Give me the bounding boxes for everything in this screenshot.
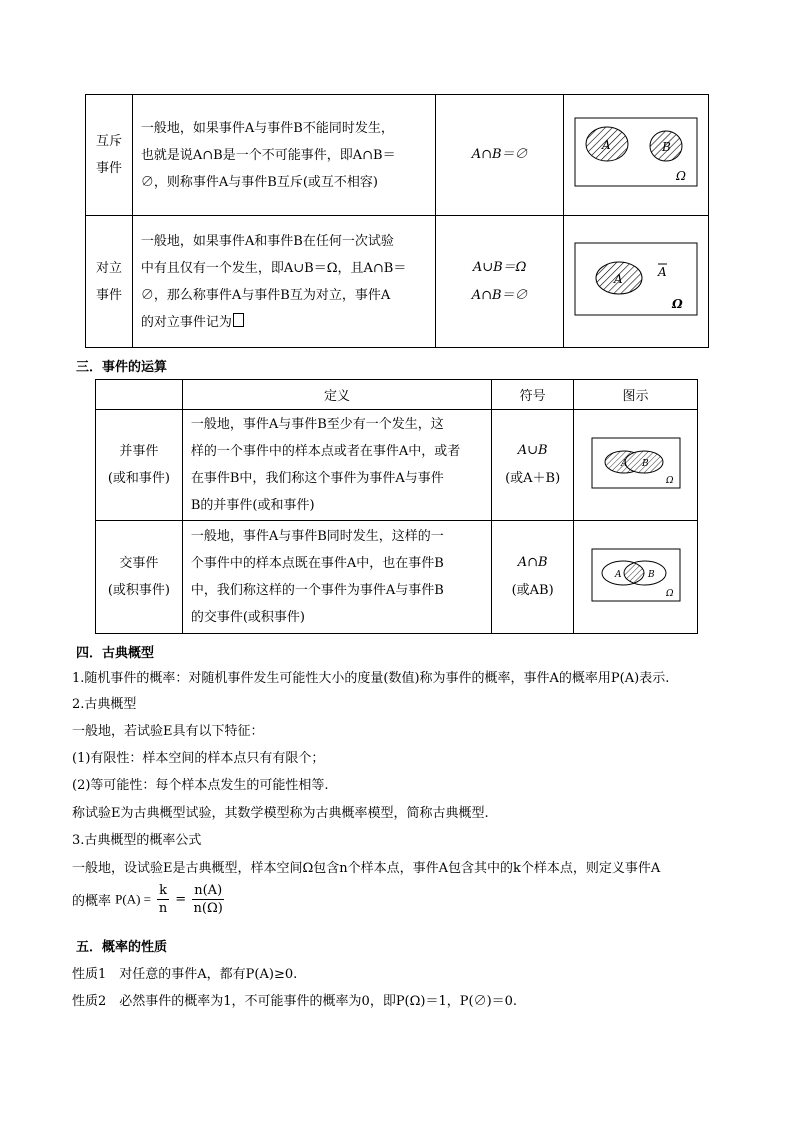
definition-line: ∅，那么称事件A与事件B互为对立，事件A bbox=[140, 287, 391, 303]
table-row bbox=[96, 410, 698, 521]
fraction-denominator: n bbox=[158, 901, 168, 916]
definition-line: 在事件B中，我们称这个事件为事件A与事件 bbox=[190, 471, 444, 486]
relation-name: 事件 bbox=[95, 161, 122, 176]
definition-line: 中有且仅有一个发生，即A∪B＝Ω，且A∩B＝ bbox=[140, 260, 407, 276]
text-line: (1)有限性：样本空间的样本点只有有限个； bbox=[72, 751, 325, 766]
set-b-label: B bbox=[647, 570, 655, 580]
symbol-text: (或A＋B) bbox=[505, 471, 561, 486]
header-cell bbox=[96, 380, 183, 410]
definition-cell bbox=[182, 410, 491, 521]
operation-name-cell bbox=[96, 521, 183, 634]
set-b-label: B bbox=[641, 459, 649, 469]
operation-name: 交事件 bbox=[119, 556, 159, 571]
relation-name-cell bbox=[86, 216, 133, 348]
event-operations-table bbox=[95, 379, 698, 634]
symbol-cell bbox=[436, 216, 564, 348]
complement-label: A bbox=[657, 264, 667, 279]
set-a-label: A bbox=[613, 271, 623, 286]
operation-name: (或和事件) bbox=[107, 471, 170, 486]
definition-cell bbox=[132, 216, 435, 348]
section-heading: 四．古典概型 bbox=[76, 646, 155, 661]
table-row bbox=[96, 521, 698, 634]
table-row bbox=[86, 95, 709, 216]
definition-line: 的对立事件记为 bbox=[141, 309, 429, 336]
symbol-text: A∪B bbox=[517, 443, 548, 458]
fraction-numerator: n(A) bbox=[194, 883, 223, 898]
figure-cell bbox=[574, 410, 698, 521]
definition-cell bbox=[132, 95, 435, 216]
set-a-label: A bbox=[601, 138, 611, 152]
text-line: 性质1 对任意的事件A，都有P(A)≥0. bbox=[72, 967, 298, 982]
union-venn-diagram bbox=[590, 436, 682, 490]
definition-line: 个事件中的样本点既在事件A中，也在事件B bbox=[190, 556, 444, 571]
fraction-k-over-n bbox=[157, 882, 169, 917]
table-header-row bbox=[96, 380, 698, 410]
mutually-exclusive-venn-diagram bbox=[574, 116, 699, 190]
section-heading: 五．概率的性质 bbox=[76, 940, 168, 955]
section-heading: 三．事件的运算 bbox=[76, 360, 168, 375]
symbol-cell bbox=[492, 521, 574, 634]
text-line: 称试验E为古典概型试验，其数学模型称为古典概率模型，简称古典概型. bbox=[72, 806, 489, 821]
intersection-venn-diagram bbox=[590, 547, 682, 603]
sample-space-label: Ω bbox=[665, 589, 673, 599]
symbol-text: A∩B bbox=[517, 555, 548, 570]
definition-line: 一般地，如果事件A和事件B在任何一次试验 bbox=[140, 233, 394, 249]
complementary-venn-diagram bbox=[574, 241, 699, 319]
definition-line: B的并事件(或和事件) bbox=[190, 498, 315, 513]
header-cell: 符号 bbox=[492, 380, 574, 410]
text-line: 3.古典概型的概率公式 bbox=[72, 833, 202, 848]
relation-name: 事件 bbox=[95, 287, 122, 303]
probability-formula bbox=[72, 882, 226, 917]
table-row bbox=[86, 216, 709, 348]
symbol-text: A∩B＝∅ bbox=[471, 147, 528, 162]
symbol-text: (或AB) bbox=[511, 583, 554, 598]
formula-prefix: 的概率 bbox=[72, 894, 112, 909]
sample-space-label: Ω bbox=[665, 476, 673, 486]
definition-cell bbox=[182, 521, 491, 634]
event-relations-table bbox=[85, 94, 709, 348]
text-line: 2.古典概型 bbox=[72, 697, 137, 712]
sample-space-label: Ω bbox=[675, 169, 686, 183]
fraction-numerator: k bbox=[159, 883, 168, 898]
definition-line: 一般地，如果事件A与事件B不能同时发生， bbox=[140, 120, 394, 136]
definition-line: 的交事件(或积事件) bbox=[190, 610, 305, 625]
text-line: 1.随机事件的概率：对随机事件发生可能性大小的度量(数值)称为事件的概率，事件A的概率用P(A)表示. bbox=[72, 671, 670, 686]
figure-cell bbox=[574, 521, 698, 634]
definition-line: 也就是说A∩B是一个不可能事件，即A∩B＝ bbox=[140, 147, 396, 163]
symbol-text: A∩B＝∅ bbox=[471, 287, 528, 303]
set-a-label: A bbox=[614, 570, 622, 580]
symbol-cell bbox=[492, 410, 574, 521]
figure-cell bbox=[564, 95, 709, 216]
complement-symbol-icon bbox=[233, 313, 244, 327]
header-cell: 图示 bbox=[574, 380, 698, 410]
fraction-denominator: n(Ω) bbox=[193, 901, 223, 916]
definition-line: ∅，则称事件A与事件B互斥(或互不相容) bbox=[140, 174, 378, 190]
relation-name: 互斥 bbox=[95, 134, 122, 149]
definition-line: 中，我们称这样的一个事件为事件A与事件B bbox=[190, 583, 444, 598]
text-line: 一般地，设试验E是古典概型，样本空间Ω包含n个样本点，事件A包含其中的k个样本点，则定义事件A bbox=[72, 861, 661, 876]
fraction-nA-over-nOmega bbox=[192, 882, 224, 917]
set-b-label: B bbox=[661, 140, 671, 154]
relation-name-cell bbox=[86, 95, 133, 216]
symbol-cell bbox=[436, 95, 564, 216]
text-line: 一般地，若试验E具有以下特征： bbox=[72, 724, 264, 739]
operation-name-cell bbox=[96, 410, 183, 521]
operation-name: (或积事件) bbox=[107, 583, 170, 598]
text-line: (2)等可能性：每个样本点发生的可能性相等. bbox=[72, 778, 329, 793]
formula-lhs: P(A) = bbox=[115, 891, 152, 907]
figure-cell bbox=[564, 216, 709, 348]
symbol-text: A∪B＝Ω bbox=[472, 259, 527, 275]
text-line: 性质2 必然事件的概率为1，不可能事件的概率为0，即P(Ω)＝1，P(∅)＝0. bbox=[72, 994, 518, 1009]
header-cell: 定义 bbox=[182, 380, 491, 410]
definition-line: 一般地，事件A与事件B至少有一个发生，这 bbox=[190, 417, 444, 432]
operation-name: 并事件 bbox=[119, 444, 159, 459]
definition-line: 样的一个事件中的样本点或者在事件A中，或者 bbox=[190, 444, 461, 459]
relation-name: 对立 bbox=[95, 260, 122, 276]
set-a-label: A bbox=[620, 459, 628, 469]
definition-line: 一般地，事件A与事件B同时发生，这样的一 bbox=[190, 529, 444, 544]
formula-equals: = bbox=[175, 892, 187, 907]
sample-space-label: Ω bbox=[671, 296, 683, 311]
